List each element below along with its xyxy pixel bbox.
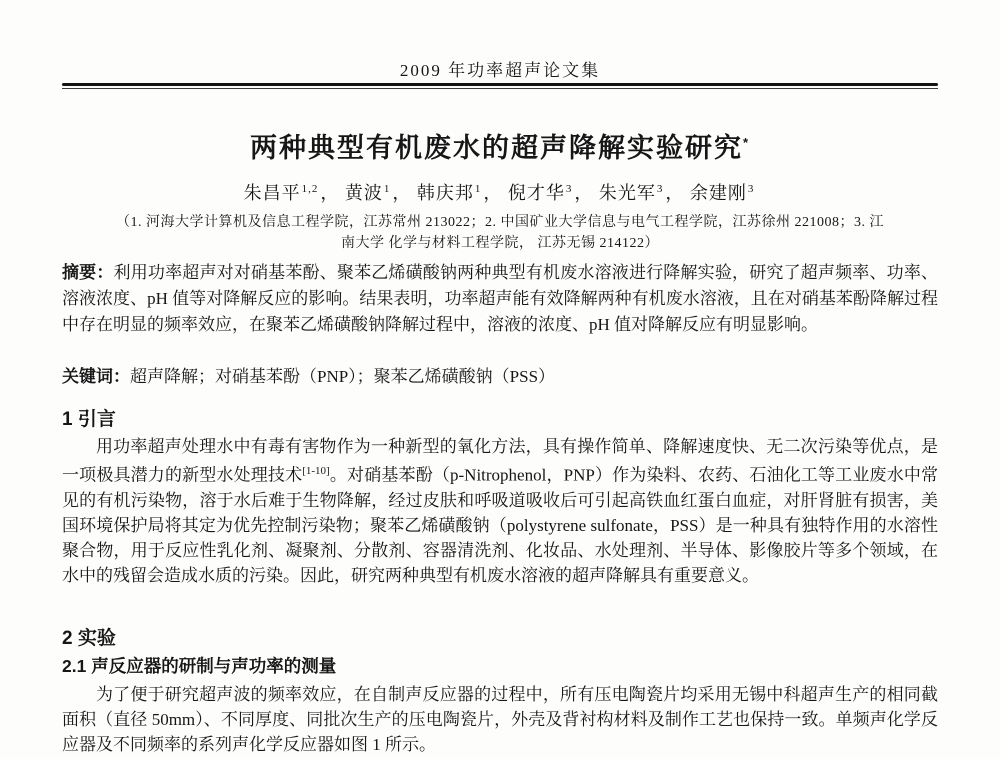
author-separator: ，	[574, 183, 594, 203]
section-1-text-after-citation: 。对硝基苯酚（p-Nitrophenol，PNP）作为染料、农药、石油化工等工业废水中常见的有机污染物，溶于水后难于生物降解，经过皮肤和呼吸道吸收后可引起高铁血红蛋白血症，对肝肾脏有损害，美国环境保护局将其定为优先控制污染物；聚苯乙烯磺酸钠（polystyrene sulfonate，PSS）是一种具有独特作用的水溶性聚合物，用于反应性乳化剂、凝聚剂、分散剂、容器清洗剂、化妆品、水处理剂、半导体、影像胶片等多个领域，在水中的残留会造成水质的污染。因此，研究两种典型有机废水溶液的超声降解具有重要意义。	[62, 465, 938, 585]
author-affil-sup: 1,2	[301, 183, 319, 195]
keywords-label: 关键词：	[62, 367, 130, 386]
section-1-paragraph	[62, 434, 938, 610]
keywords	[62, 364, 938, 391]
author-name: 余建刚	[689, 183, 747, 203]
paper-title-text: 两种典型有机废水的超声降解实验研究	[249, 133, 743, 162]
paper-title	[62, 126, 938, 162]
author-name: 韩庆邦	[416, 183, 474, 203]
author-name: 朱光军	[598, 183, 656, 203]
author-affil-sup: 3	[656, 183, 664, 195]
section-1-text-before-citation: 用功率超声处理水中有毒有害物作为一种新型的氧化方法，具有操作简单、降解速度快、无二次污染等优点，是一项极具潜力的新型水处理技术	[62, 437, 938, 485]
author-affil-sup: 1	[474, 183, 482, 195]
abstract-label: 摘要：	[62, 263, 114, 282]
running-header: 2009 年功率超声论文集	[399, 61, 601, 80]
author-name: 倪才华	[507, 183, 565, 203]
header-rule	[62, 83, 938, 89]
author-affil-sup: 3	[565, 183, 573, 195]
section-2-1-paragraph: 为了便于研究超声波的频率效应，在自制声反应器的过程中，所有压电陶瓷片均采用无锡中科超声生产的相同截面积（直径 50mm）、不同厚度、同批次生产的压电陶瓷片，外壳及背衬构材料及制作工艺也保持一致。单频声化学反应器及不同频率的系列声化学反应器如图 1 所示。	[62, 685, 938, 754]
author-separator: ，	[665, 183, 685, 203]
section-2-1-heading: 2.1 声反应器的研制与声功率的测量	[62, 656, 337, 676]
title-footnote-marker: *	[742, 135, 751, 150]
authors-line	[62, 179, 938, 205]
author-separator: ，	[320, 183, 340, 203]
author-affil-sup: 3	[747, 183, 755, 195]
author-separator: ，	[483, 183, 503, 203]
author-name: 黄波	[344, 183, 383, 203]
author-affil-sup: 1	[383, 183, 391, 195]
affiliation-line-2: 南大学 化学与材料工程学院， 江苏无锡 214122）	[341, 236, 659, 251]
header-rule-thin	[62, 88, 938, 89]
affiliation-line-1: （1. 河海大学计算机及信息工程学院，江苏常州 213022；2. 中国矿业大学信息与电气工程学院，江苏徐州 221008；3. 江	[116, 215, 884, 230]
author-name: 朱昌平	[243, 183, 301, 203]
section-1-heading: 1 引言	[62, 409, 116, 429]
affiliations	[62, 212, 938, 254]
header-rule-thick	[62, 83, 938, 86]
keywords-text: 超声降解；对硝基苯酚（PNP）；聚苯乙烯磺酸钠（PSS）	[130, 367, 556, 386]
author-separator: ，	[392, 183, 412, 203]
section-2-heading: 2 实验	[62, 628, 116, 648]
abstract-text: 利用功率超声对对硝基苯酚、聚苯乙烯磺酸钠两种典型有机废水溶液进行降解实验，研究了超声频率、功率、溶液浓度、pH 值等对降解反应的影响。结果表明，功率超声能有效降解两种有机废水溶液，且在对硝基苯酚降解过程中存在明显的频率效应，在聚苯乙烯磺酸钠降解过程中，溶液的浓度、pH 值对降解反应有明显影响。	[62, 263, 938, 334]
abstract	[62, 260, 938, 364]
citation-marker: [1-10]	[302, 465, 330, 477]
